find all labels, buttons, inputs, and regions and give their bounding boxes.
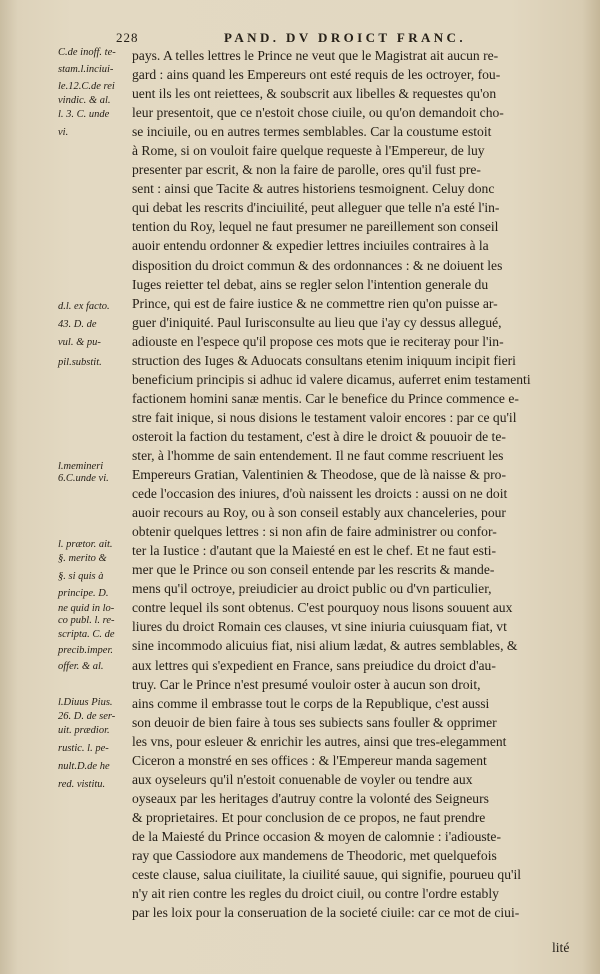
margin-note: uit. prædior.	[58, 725, 110, 736]
body-text	[132, 46, 577, 922]
text-line: gard : ains quand les Empereurs ont esté requis de les octroyer, fou-	[132, 67, 501, 83]
text-line: sent : ainsi que Tacite & autres historiens tesmoignent. Celuy donc	[132, 181, 495, 197]
text-line: sine incommodo alicuius fiat, nisi alium lædat, & autres semblables, &	[132, 638, 518, 654]
margin-note: §. merito &	[58, 553, 107, 564]
text-line: struction des Iuges & Aduocats consultans etenim iniquum incipit fieri	[132, 352, 516, 368]
text-line: auoir entendu ordonner & expedier lettres inciuiles contraires à la	[132, 238, 489, 254]
margin-note: precib.imper.	[58, 645, 114, 656]
margin-note: stam.l.inciui-	[58, 64, 114, 75]
text-line: osteroit la faction du testament, c'est à dire le droict & pouuoir de te-	[132, 428, 506, 444]
catchword: lité	[552, 940, 570, 955]
margin-note: C.de inoff. te-	[58, 47, 116, 58]
text-line: ster, à l'homme de sain entendement. Il ne faut comme rescriuent les	[132, 447, 504, 463]
text-line: factionem homini sanæ mentis. Car le benefice du Prince commence e-	[132, 390, 519, 406]
margin-note: co publ. l. re-	[58, 615, 115, 626]
margin-note: rustic. l. pe-	[58, 743, 109, 754]
text-line: auoir recours au Roy, ou à son conseil estably aux chanceleries, pour	[132, 505, 506, 521]
text-line: qui debat les rescrits d'inciuilité, peut alleguer que telle n'a esté l'in-	[132, 200, 500, 216]
text-line: Empereurs Gratian, Valentinien & Theodose, que de là naisse & pro-	[132, 467, 506, 483]
text-line: Prince, qui est de faire iustice & ne commettre rien qu'on puisse ar-	[132, 295, 498, 311]
text-line: par les loix pour la conseruation de la societé ciuile: car ce mot de ciui-	[132, 905, 520, 921]
margin-note: le.12.C.de rei	[58, 81, 115, 92]
text-line: Ciceron a monstré en ses offices : & l'Empereur manda sagement	[132, 752, 487, 768]
margin-note: scripta. C. de	[58, 629, 115, 640]
margin-note: l.Diuus Pius.	[58, 697, 113, 708]
text-line: tention du Roy, lequel ne faut presumer ne pareillement son conseil	[132, 219, 499, 235]
text-line: beneficium principis si adhuc id valere dicamus, auferret enim testamenti	[132, 371, 531, 387]
text-line: & proprietaires. Et pour conclusion de ce propos, ne faut prendre	[132, 809, 486, 825]
text-line: ter la Iustice : d'autant que la Maiesté en est le chef. Et ne faut esti-	[132, 543, 497, 559]
text-line: stre fait inique, si nous disions le testament valoir encores : par ce qu'il	[132, 409, 517, 425]
text-line: à Rome, si on vouloit faire quelque requeste à l'Empereur, de luy	[132, 143, 485, 159]
text-line: liures du droict Romain ces clauses, vt sine iniuria cuiusquam fiat, vt	[132, 619, 507, 635]
page-number: 228	[116, 30, 139, 45]
text-line: cede l'occasion des iniures, d'où naissent les droicts : aussi on ne doit	[132, 486, 508, 502]
margin-note: l. 3. C. unde	[58, 109, 110, 120]
text-line: les vns, pour esleuer & enrichir les autres, ainsi que tres-elegamment	[132, 733, 507, 749]
text-line: de la Maiesté du Prince occasion & moyen de calomnie : i'adiouste-	[132, 828, 501, 844]
margin-note: 43. D. de	[58, 319, 97, 330]
text-line: obtenir quelques lettres : si non afin de faire administrer ou confor-	[132, 524, 497, 540]
margin-note: ne quid in lo-	[58, 603, 115, 614]
margin-note: vul. & pu-	[58, 337, 101, 348]
margin-note: 26. D. de ser-	[58, 711, 116, 722]
margin-note: vi.	[58, 127, 69, 138]
text-line: ray que Cassiodore aux mandemens de Theodoric, met quelquefois	[132, 847, 497, 863]
margin-note: 6.C.unde vi.	[58, 473, 109, 484]
text-line: ceste clause, salua ciuilitate, la ciuilité sauue, qui signifie, pourueu qu'il	[132, 867, 521, 883]
text-line: guer d'iniquité. Paul Iurisconsulte au lieu que i'ay cy dessus allegué,	[132, 314, 502, 330]
text-line: leur presentoit, que ce n'estoit chose ciuile, ou qu'on demandoit cho-	[132, 105, 504, 121]
text-line: contre lequel ils sont obtenus. C'est pourquoy nous lisons souuent aux	[132, 600, 513, 616]
margin-note: principe. D.	[58, 588, 109, 599]
text-line: presenter par escrit, & non la faire de parolle, ores qu'il fust pre-	[132, 162, 481, 178]
text-line: son deuoir de bien faire à tous ses subiects sans fouller & opprimer	[132, 714, 497, 730]
margin-note: pil.substit.	[58, 357, 102, 368]
text-line: Iuges reietter tel debat, ains se regler selon l'intention generale du	[132, 276, 489, 292]
margin-note: l. prætor. ait.	[58, 539, 113, 550]
text-line: mens qu'il octroye, preiudicier au droict public ou d'vn particulier,	[132, 581, 492, 597]
running-title: PAND. DV DROICT FRANC.	[224, 30, 466, 45]
margin-note: l.memineri	[58, 461, 104, 472]
margin-note: nult.D.de he	[58, 761, 110, 772]
margin-note: red. vistitu.	[58, 779, 106, 790]
text-line: oyseaux par les heritages d'autruy contre la volonté des Seigneurs	[132, 790, 489, 806]
text-line: aux oyseleurs qu'il n'estoit conuenable de voyler ou tendre aux	[132, 771, 473, 787]
text-line: adiouste en l'espece qu'il propose ces mots que ie reciteray pour l'in-	[132, 333, 504, 349]
text-line: uent ils les ont reiettees, & soubscrit aux libelles & requestes qu'on	[132, 86, 497, 102]
text-line: se inciuile, ou en autres termes semblables. Car la coustume estoit	[132, 124, 492, 140]
text-line: aux lettres qui s'expedient en France, sans preiudice du droict d'au-	[132, 657, 496, 673]
text-line: mer que le Prince ou son conseil entende par les rescrits & mande-	[132, 562, 495, 578]
text-line: n'y ait rien contre les regles du droict ciuil, ou contre l'ordre estably	[132, 886, 499, 902]
text-line: disposition du droict commun & des ordonnances : & ne doiuent les	[132, 257, 503, 273]
margin-note: vindic. & al.	[58, 95, 111, 106]
text-line: truy. Car le Prince n'est presumé vouloir oster à aucun son droit,	[132, 676, 481, 692]
margin-note: §. si quis à	[58, 571, 104, 582]
margin-note: d.l. ex facto.	[58, 301, 110, 312]
text-line: pays. A telles lettres le Prince ne veut que le Magistrat ait aucun re-	[132, 48, 499, 63]
margin-note: offer. & al.	[58, 661, 104, 672]
text-line: ains comme il embrasse tout le corps de la Republique, c'est aussi	[132, 695, 490, 711]
